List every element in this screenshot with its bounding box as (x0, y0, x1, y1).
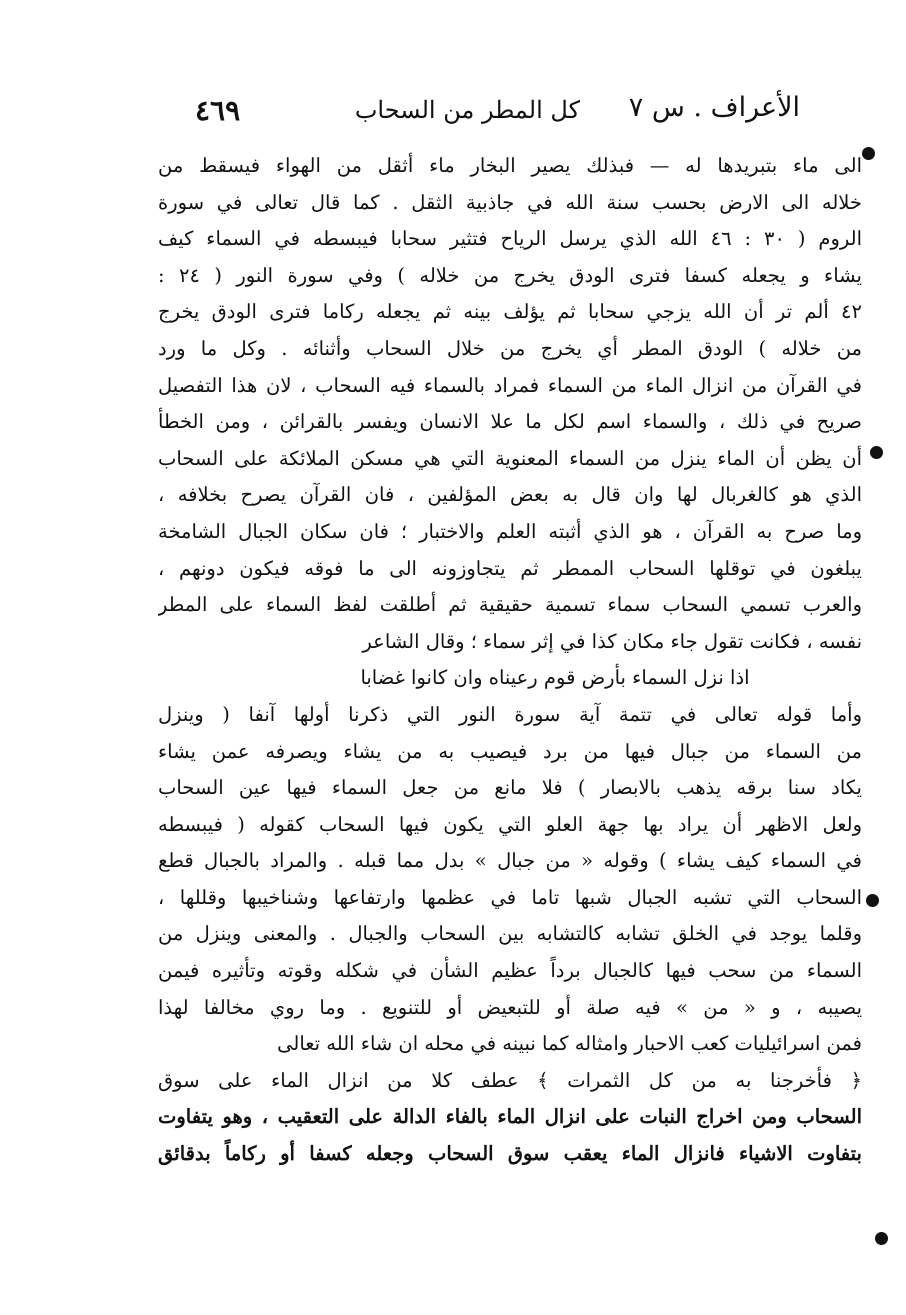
text-line: يشاء و يجعله كسفا فترى الودق يخرج من خلاله ) وفي سورة النور ( ٢٤ : (158, 263, 862, 287)
text-line: من خلاله ) الودق المطر أي يخرج من خلال السحاب وأثنائه . وكل ما ورد (158, 336, 862, 360)
body-text (158, 148, 862, 1173)
text-line: يبلغون في توقلها السحاب الممطر ثم يتجاوزونه الى ما فوقه فيكون دونهم ، (158, 556, 862, 580)
text-line: السماء من سحب فيها كالجبال برداً عظيم الشأن في شكله وقوته وتأثيره فيمن (158, 959, 862, 983)
text-line: يصيبه ، و « من » فيه صلة أو للتبعيض أو للتنويع . وما روي مخالفا لهذا (158, 995, 862, 1019)
text-line: يكاد سنا برقه يذهب بالابصار ) فلا مانع من جعل السماء فيها عين السحاب (158, 776, 862, 800)
text-line: الى ماء بتبريدها له — فبذلك يصير البخار ماء أثقل من الهواء فيسقط من (158, 154, 862, 177)
text-line: من السماء من جبال فيها من برد فيصيب به من يشاء ويصرفه عمن يشاء (158, 739, 862, 763)
text-line: نفسه ، فكانت تقول جاء مكان كذا في إثر سماء ؛ وقال الشاعر (362, 629, 862, 653)
text-line: ولعل الاظهر أن يراد بها جهة العلو التي يكون فيها السحاب كقوله ( فيبسطه (158, 812, 862, 836)
margin-dot-2 (870, 446, 883, 459)
margin-dot-3 (866, 894, 879, 907)
text-line: السحاب ومن اخراج النبات على انزال الماء بالفاء الدالة على التعقيب ، وهو يتفاوت (158, 1105, 862, 1129)
text-line: صريح في ذلك ، والسماء اسم لكل ما علا الانسان ويفسر بالقرائن ، ومن الخطأ (158, 410, 862, 434)
text-line: اذا نزل السماء بأرض قوم رعيناه وان كانوا غضابا (360, 666, 750, 690)
text-line: والعرب تسمي السحاب سماء تسمية حقيقية ثم أطلقت لفظ السماء على المطر (158, 593, 862, 617)
text-line: أن يظن أن الماء ينزل من السماء المعنوية التي هي مسكن الملائكة على السحاب (158, 446, 862, 470)
margin-dot-1 (862, 147, 875, 160)
text-line: وقلما يوجد في الخلق تشابه كالتشابه بين السحاب والجبال . والمعنى وينزل من (158, 922, 862, 946)
topic-heading: كل المطر من السحاب (354, 96, 580, 124)
text-line: في السماء كيف يشاء ) وقوله « من جبال » بدل مما قبله . والمراد بالجبال قطع (158, 849, 862, 873)
text-line: السحاب التي تشبه الجبال شبها تاما في عظمها وارتفاعها وشناخيبها وقللها ، (158, 885, 862, 909)
text-line: خلاله الى الارض بحسب سنة الله في جاذبية الثقل . كما قال تعالى في سورة (158, 190, 862, 214)
text-line: بتفاوت الاشياء فانزال الماء يعقب سوق السحاب وجعله كسفا أو ركاماً بدقائق (158, 1142, 862, 1166)
page-header (160, 92, 800, 142)
text-line: الذي هو كالغربال لها وان قال به بعض المؤلفين ، فان القرآن يصرح بخلافه ، (158, 483, 862, 507)
text-line: في القرآن من انزال الماء من السماء فمراد بالسماء فيه السحاب ، لان هذا التفصيل (158, 373, 862, 397)
margin-dot-4 (875, 1232, 888, 1245)
text-line: وأما قوله تعالى في تتمة آية سورة النور التي ذكرنا أولها آنفا ( وينزل (158, 702, 862, 726)
surah-section-title: الأعراف . س ٧ (628, 92, 800, 123)
text-line: ٤٢ ألم تر أن الله يزجي سحابا ثم يؤلف بينه ثم يجعله ركاما فترى الودق يخرج (158, 300, 862, 324)
text-line: فمن اسرائيليات كعب الاحبار وامثاله كما نبينه في محله ان شاء الله تعالى (277, 1032, 862, 1056)
page-number: ٤٦٩ (195, 94, 241, 127)
text-line: وما صرح به القرآن ، هو الذي أثبته العلم والاختبار ؛ فان سكان الجبال الشامخة (158, 519, 862, 543)
text-line: الروم ( ٣٠ : ٤٦ الله الذي يرسل الرياح فتثير سحابا فيبسطه في السماء كيف (158, 227, 862, 251)
text-line: ﴿ فأخرجنا به من كل الثمرات ﴾ عطف كلا من انزال الماء على سوق (158, 1068, 862, 1092)
